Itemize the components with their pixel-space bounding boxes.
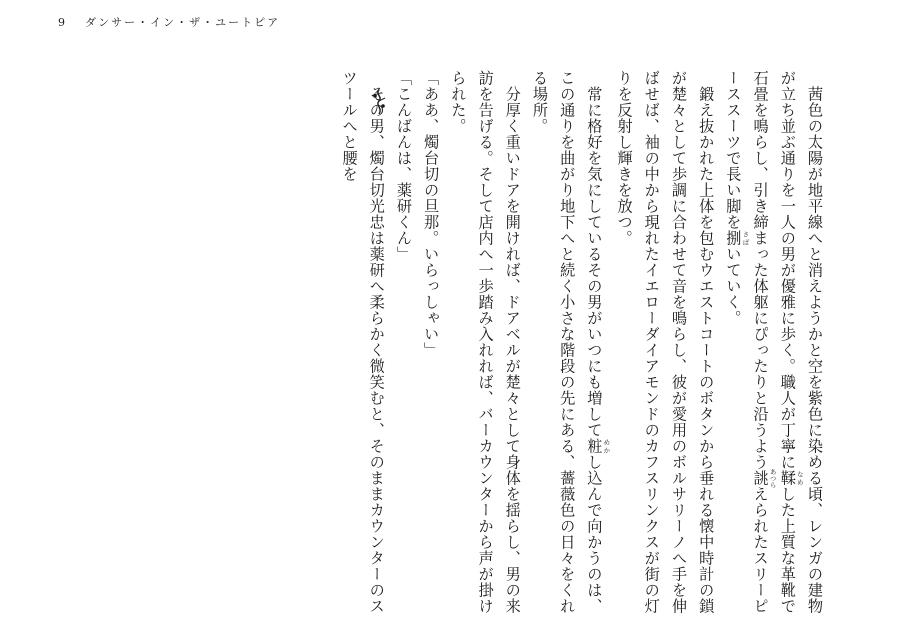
text-run: 「こんばんは、薬研くん」 <box>394 70 413 262</box>
paragraph <box>526 70 611 625</box>
text-run: 分厚く重いドアを開ければ、ドアベルが楚々として身体を揺らし、男の来訪を告げる。そして店内へ一歩踏み入れれば、バーカウンターから声が掛けられた。 <box>449 70 522 614</box>
paragraph <box>417 70 444 625</box>
text-run: した上質な革靴で石畳を鳴らし、引き締まった体躯にぴったりと沿うよう <box>751 70 797 614</box>
text-run: その男、燭台切光忠は薬研へ柔らかく微笑むと、そのままカウンターのスツールへと腰を <box>340 70 386 614</box>
ruby-annotation: 誂 あつら <box>751 468 777 488</box>
novel-body-text <box>335 70 828 625</box>
paragraph <box>610 70 719 625</box>
text-run: 常に格好を気にしているその男がいつにも増して <box>585 70 604 438</box>
page-number: 9 <box>58 16 67 29</box>
text-run: 茜色の太陽が地平線へと消えようかと空を紫色に染める頃、レンガの建物が立ち並ぶ通りを一人の男が優雅に歩く。職人が丁寧に <box>778 70 824 614</box>
ruby-reading: なめ <box>795 470 804 486</box>
ruby-reading: さば <box>741 230 750 246</box>
ruby-reading: めか <box>602 438 611 454</box>
ruby-reading: あつら <box>768 468 777 488</box>
text-run: いていく。 <box>724 246 743 326</box>
running-header <box>58 14 280 30</box>
text-run: し込んで向かうのは、この通りを曲がり地下へと続く小さな階段の先にある、薔薇色の日々をくれる場所。 <box>530 70 604 614</box>
ruby-annotation: 粧 めか <box>585 438 611 454</box>
text-run: 鍛え抜かれた上体を包むウエストコートのボタンから垂れる懐中時計の鎖が楚々として歩調に合わせて音を鳴らし、彼が愛用のボルサリーノへ手を伸ばせば、袖の中から現れたイエローダイアモンドのカフスリンクスが街の灯りを反射し輝きを放つ。 <box>615 70 716 614</box>
ruby-annotation: 捌 さば <box>724 230 750 246</box>
running-title: ダンサー・イン・ザ・ユートピア <box>85 16 281 29</box>
ruby-annotation: 鞣 なめ <box>778 470 804 486</box>
paragraph <box>719 70 828 625</box>
paragraph <box>390 70 417 625</box>
paragraph <box>335 70 389 625</box>
paragraph <box>444 70 526 625</box>
text-run: 「ああ、燭台切の旦那。いらっしゃい」 <box>422 70 441 358</box>
text-run: えられたスリーピーススーツで長い脚を <box>724 70 770 614</box>
